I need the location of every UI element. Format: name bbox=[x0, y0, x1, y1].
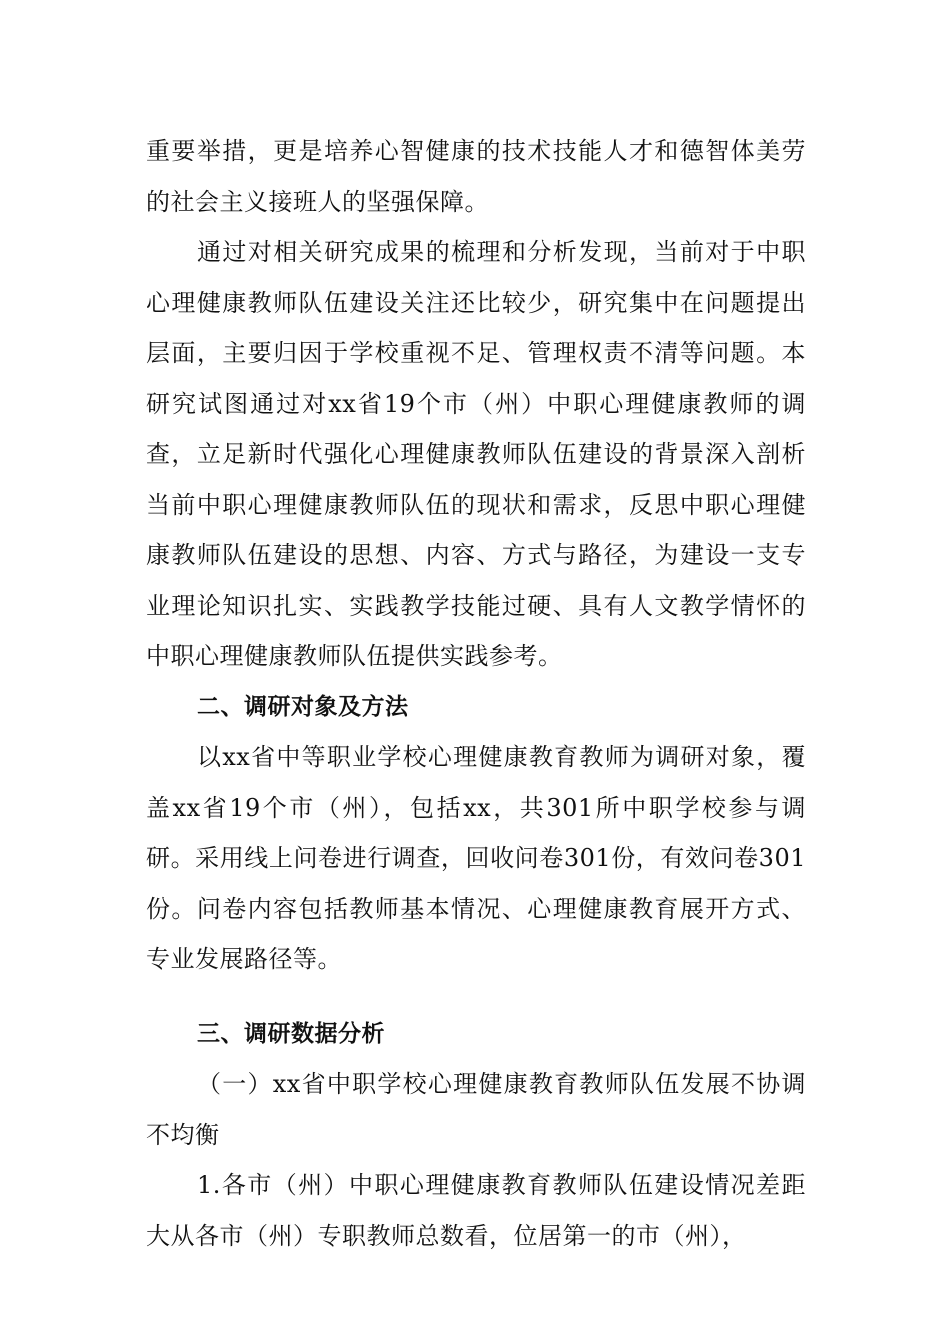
section-heading-subjects-methods: 二、调研对象及方法 bbox=[197, 693, 409, 720]
paragraph-city-gap: 1.各市（州）中职心理健康教育教师队伍建设情况差距大从各市（州）专职教师总数看，位居第一的市（州）， bbox=[146, 1171, 806, 1250]
paragraph-research-review: 通过对相关研究成果的梳理和分析发现，当前对于中职心理健康教师队伍建设关注还比较少，研究集中在问题提出层面，主要归因于学校重视不足、管理权责不清等问题。本研究试图通过对xx省19个市（州）中职心理健康教师的调查，立足新时代强化心理健康教师队伍建设的背景深入剖析当前中职心理健康教师队伍的现状和需求，反思中职心理健康教师队伍建设的思想、内容、方式与路径，为建设一支专业理论知识扎实、实践教学技能过硬、具有人文教学情怀的中职心理健康教师队伍提供实践参考。 bbox=[146, 238, 806, 670]
section-heading-data-analysis: 三、调研数据分析 bbox=[197, 1020, 385, 1047]
paragraph-subjects-methods: 以xx省中等职业学校心理健康教育教师为调研对象，覆盖xx省19个市（州），包括xx，共301所中职学校参与调研。采用线上问卷进行调查，回收问卷301份，有效问卷301份。问卷内容包括教师基本情况、心理健康教育展开方式、专业发展路径等。 bbox=[146, 743, 806, 973]
subsection-heading-imbalance: （一）xx省中职学校心理健康教育教师队伍发展不协调不均衡 bbox=[146, 1070, 806, 1149]
document-body bbox=[146, 126, 806, 1261]
paragraph-continuation: 重要举措，更是培养心智健康的技术技能人才和德智体美劳的社会主义接班人的坚强保障。 bbox=[146, 137, 806, 216]
